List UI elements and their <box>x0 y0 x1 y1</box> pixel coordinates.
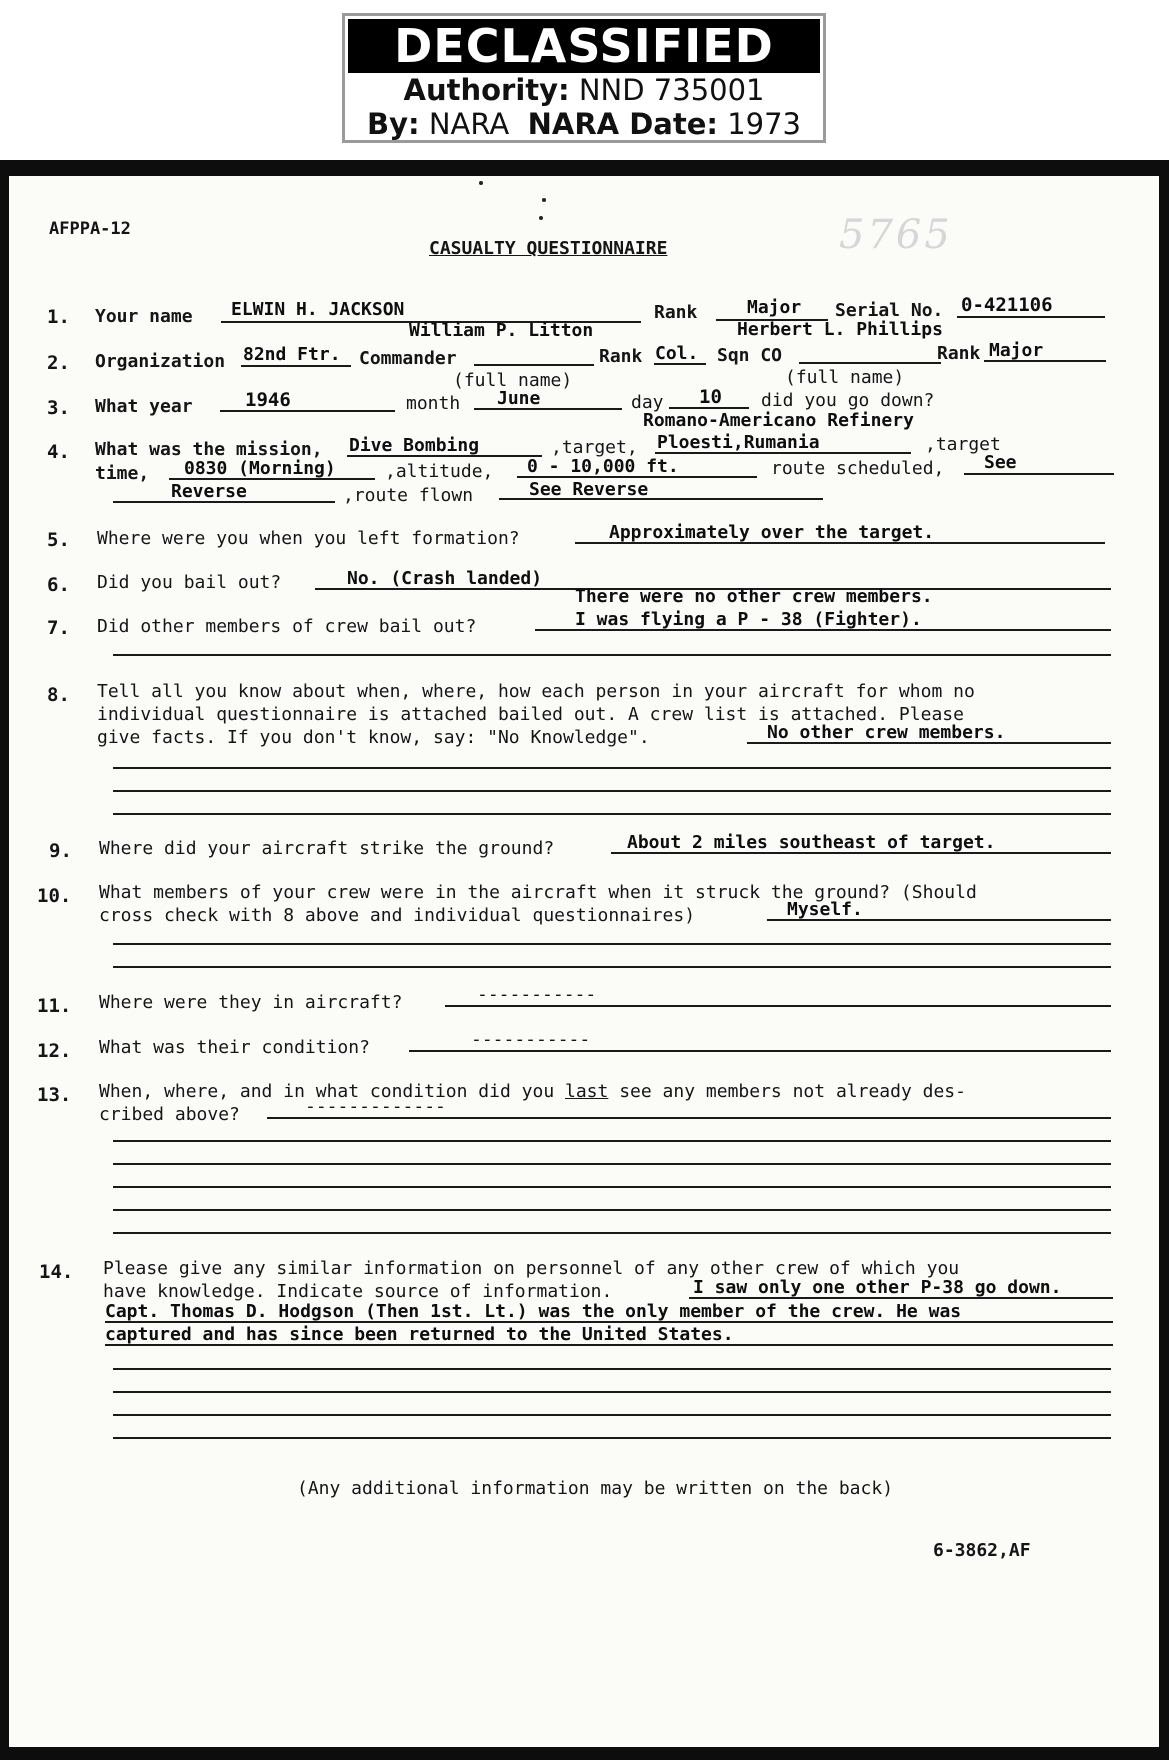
q12-label: What was their condition? <box>99 1037 370 1058</box>
q1-serial-line <box>957 316 1105 318</box>
q14-answer2: Capt. Thomas D. Hodgson (Then 1st. Lt.) was the only member of the crew. He was <box>105 1301 962 1322</box>
q4-route-flown-line <box>499 498 823 500</box>
q12-answer: ----------- <box>471 1029 591 1050</box>
q2-sqn-co-name: Herbert L. Phillips <box>737 319 943 340</box>
q13-number: 13. <box>37 1084 72 1106</box>
q3-label: What year <box>95 396 193 417</box>
q5-answer: Approximately over the target. <box>609 522 935 543</box>
q5-label: Where were you when you left formation? <box>97 528 520 549</box>
q10-answer: Myself. <box>787 899 863 920</box>
q2-sqn-label: Sqn CO <box>717 345 783 366</box>
scan-speck <box>542 198 546 202</box>
q2-sqn-co-line <box>799 362 941 364</box>
q11-answer: ----------- <box>477 984 597 1005</box>
stamp-by-date <box>345 107 823 141</box>
q11-answer-line <box>445 1005 1111 1007</box>
q14-line-a <box>113 1368 1111 1370</box>
q8-line-c <box>113 813 1111 815</box>
q4-altitude-value: 0 - 10,000 ft. <box>527 456 679 477</box>
q3-month-label: month <box>406 393 461 414</box>
q8-line-b <box>113 790 1111 792</box>
q14-answer2-line <box>105 1321 1113 1323</box>
q7-answer-note: There were no other crew members. <box>575 586 933 607</box>
q2-commander-label: Commander <box>359 348 457 369</box>
q6-label: Did you bail out? <box>97 572 282 593</box>
form-title: CASUALTY QUESTIONNAIRE <box>429 238 668 259</box>
q3-day-label: day <box>631 392 664 413</box>
stamp-by-label: By: <box>366 107 420 141</box>
q2-commander-line <box>474 364 594 366</box>
q13-line-b <box>113 1163 1111 1165</box>
q13-line-a <box>113 1140 1111 1142</box>
q3-number: 3. <box>47 397 70 419</box>
q2-full-name-note-2: (full name) <box>785 367 905 388</box>
q2-number: 2. <box>47 352 70 374</box>
scanned-form-border <box>0 160 1169 1760</box>
q1-rank-label: Rank <box>654 302 698 323</box>
q1-serial-label: Serial No. <box>835 300 944 321</box>
q2-full-name-note-1: (full name) <box>453 370 573 391</box>
q13-line1-c: see any members not already des- <box>619 1081 966 1102</box>
q10-answer-line <box>767 919 1111 921</box>
q13-line-e <box>113 1232 1111 1234</box>
q9-number: 9. <box>49 840 72 862</box>
q1-serial-value: 0-421106 <box>961 294 1053 316</box>
q13-answer: ------------- <box>305 1096 446 1117</box>
q14-line1: Please give any similar information on personnel of any other crew of which you <box>103 1258 960 1279</box>
q4-route-flown-label: ,route flown <box>343 485 474 506</box>
q1-name-value: ELWIN H. JACKSON <box>231 299 405 320</box>
q7-answer: I was flying a P - 38 (Fighter). <box>575 609 922 630</box>
q8-line3: give facts. If you don't know, say: "No Knowledge". <box>97 727 650 748</box>
q3-month-value: June <box>497 388 541 409</box>
stamp-date-label: NARA Date: <box>527 107 718 141</box>
q1-rank-value: Major <box>747 297 802 318</box>
q4-number: 4. <box>47 441 70 463</box>
q4-route-scheduled-label: route scheduled, <box>771 458 945 479</box>
q4-altitude-line <box>517 476 757 478</box>
q11-number: 11. <box>37 995 72 1017</box>
q10-line2: cross check with 8 above and individual questionnaires) <box>99 905 696 926</box>
q2-label: Organization <box>95 351 226 372</box>
stamp-authority <box>345 73 823 107</box>
stamp-date-value: 1973 <box>727 107 801 141</box>
q2-rank2-label: Rank <box>937 343 981 364</box>
q14-answer3: captured and has since been returned to the United States. <box>105 1324 734 1345</box>
q14-line-d <box>113 1437 1111 1439</box>
q2-sqn-co-rank-line <box>984 360 1106 362</box>
q4-route-scheduled-line <box>964 473 1114 475</box>
q7-extra-line <box>113 654 1111 656</box>
q13-answer-line <box>267 1117 1111 1119</box>
q4-route-scheduled-value-b: Reverse <box>171 481 247 502</box>
q4-route-scheduled-line-2 <box>113 501 335 503</box>
stamp-by-value: NARA <box>428 107 510 141</box>
q4-target-line <box>655 452 911 454</box>
q10-number: 10. <box>37 885 72 907</box>
q4-time-line <box>169 478 375 480</box>
q2-commander-name: William P. Litton <box>409 320 594 341</box>
q4-mission-line <box>347 455 542 457</box>
q13-line1-b: last <box>565 1081 609 1102</box>
q8-answer: No other crew members. <box>767 722 1006 743</box>
form-id: AFPPA-12 <box>49 219 131 239</box>
q1-label: Your name <box>95 306 193 327</box>
q6-answer: No. (Crash landed) <box>347 568 543 589</box>
form-paper <box>9 176 1159 1747</box>
q3-day-line <box>669 407 749 409</box>
q4-target-time-label: ,target <box>925 434 1001 455</box>
q4-target-label: ,target, <box>551 437 638 458</box>
q14-line-c <box>113 1414 1111 1416</box>
q9-label: Where did your aircraft strike the ground? <box>99 838 555 859</box>
q9-answer: About 2 miles southeast of target. <box>627 832 996 853</box>
q14-line2: have knowledge. Indicate source of information. <box>103 1281 613 1302</box>
stamp-authority-label: Authority: <box>403 73 570 107</box>
q6-number: 6. <box>47 574 70 596</box>
q3-year-line <box>220 410 395 412</box>
q14-answer1-line <box>689 1297 1113 1299</box>
q5-answer-line <box>575 542 1105 544</box>
q3-day-value: 10 <box>699 386 722 408</box>
q4-time-value: 0830 (Morning) <box>184 458 336 479</box>
q4-target-note: Romano-Americano Refinery <box>643 410 914 431</box>
scan-speck <box>539 216 543 220</box>
footer-note: (Any additional information may be written on the back) <box>297 1478 894 1499</box>
q8-line-a <box>113 767 1111 769</box>
q12-number: 12. <box>37 1040 72 1062</box>
q10-line-a <box>113 943 1111 945</box>
q3-month-line <box>474 408 622 410</box>
declassified-stamp <box>342 13 826 143</box>
q5-number: 5. <box>47 529 70 551</box>
q8-line1: Tell all you know about when, where, how each person in your aircraft for whom no <box>97 681 975 702</box>
q9-answer-line <box>611 852 1111 854</box>
q1-number: 1. <box>47 306 70 328</box>
q3-year-value: 1946 <box>245 389 291 411</box>
q13-line-c <box>113 1186 1111 1188</box>
q14-number: 14. <box>39 1261 74 1283</box>
q14-answer1: I saw only one other P-38 go down. <box>693 1277 1062 1298</box>
q2-org-line <box>241 365 351 367</box>
q7-number: 7. <box>47 617 70 639</box>
q4-target-value: Ploesti,Rumania <box>657 432 820 453</box>
q8-line2: individual questionnaire is attached bailed out. A crew list is attached. Please <box>97 704 964 725</box>
q10-line1: What members of your crew were in the aircraft when it struck the ground? (Should <box>99 882 977 903</box>
scan-speck <box>479 181 483 185</box>
q4-label: What was the mission, <box>95 439 323 460</box>
stamp-banner: DECLASSIFIED <box>348 19 820 73</box>
q11-label: Where were they in aircraft? <box>99 992 403 1013</box>
q3-suffix: did you go down? <box>761 390 935 411</box>
q7-answer-line <box>535 629 1111 631</box>
stamp-authority-value: NND 735001 <box>578 73 765 107</box>
q2-commander-rank-line <box>654 363 706 365</box>
q8-number: 8. <box>47 684 70 706</box>
q4-altitude-label: ,altitude, <box>385 461 494 482</box>
q13-line-d <box>113 1209 1111 1211</box>
q10-line-b <box>113 966 1111 968</box>
q2-org-value: 82nd Ftr. <box>243 344 341 365</box>
q2-sqn-co-rank: Major <box>989 340 1044 361</box>
q13-line1-a: When, where, and in what condition did you <box>99 1081 555 1102</box>
q8-answer-line <box>747 742 1111 744</box>
q4-route-flown-value: See Reverse <box>529 479 649 500</box>
q12-answer-line <box>409 1050 1111 1052</box>
q4-route-scheduled-value-a: See <box>984 452 1017 473</box>
q13-line2: cribed above? <box>99 1104 240 1125</box>
q14-line-b <box>113 1391 1111 1393</box>
q13-line1 <box>99 1081 966 1103</box>
q7-label: Did other members of crew bail out? <box>97 616 477 637</box>
q4-time-label: time, <box>95 463 150 484</box>
form-code: 6-3862,AF <box>933 1540 1031 1561</box>
q4-mission-value: Dive Bombing <box>349 435 480 456</box>
q2-rank-label: Rank <box>599 346 643 367</box>
q2-commander-rank: Col. <box>655 343 699 364</box>
pencil-file-number: 5765 <box>839 212 953 258</box>
q14-answer3-line <box>105 1344 1113 1346</box>
